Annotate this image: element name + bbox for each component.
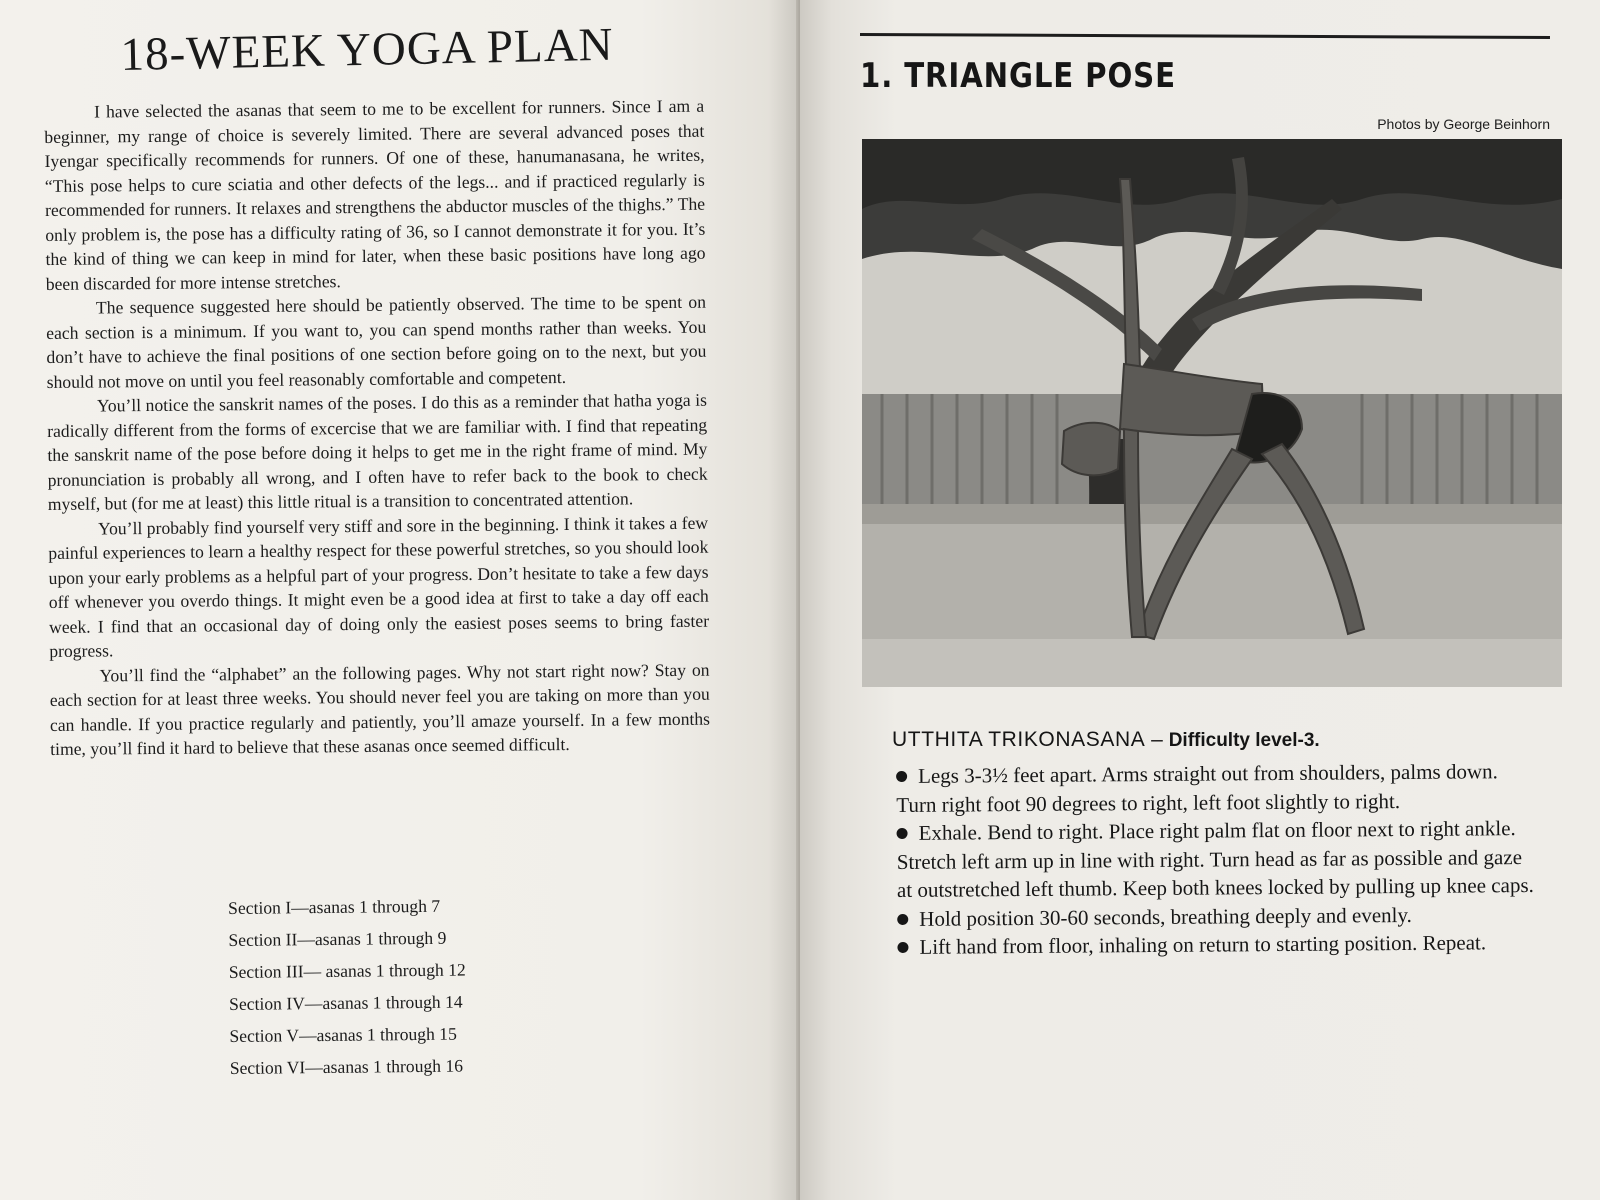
list-item xyxy=(897,928,1537,962)
page-title: 18-WEEK YOGA PLAN xyxy=(120,18,615,81)
photo-credit: Photos by George Beinhorn xyxy=(1377,116,1550,132)
pose-photo-illustration xyxy=(862,139,1562,687)
bullet-icon xyxy=(897,913,908,924)
paragraph-3: You’ll notice the sanskrit names of the poses. I do this as a reminder that hatha yoga is radically different from the forms of excercise that we are familiar with. I find that repeating the sanskrit name of the pose before doing it helps to get me in the right frame of mind. My pronunciation is probably all wrong, and I often have to refer back to the book to check myself, but (for me at least) this little ritual is a transition to concentrated attention. xyxy=(47,389,708,514)
step-text: Legs 3-3½ feet apart. Arms straight out from shoulders, palms down. Turn right foot 90 degrees to right, left foot slightly to right. xyxy=(896,759,1498,817)
step-text: Hold position 30-60 seconds, breathing deeply and evenly. xyxy=(919,902,1412,931)
paragraph-1: I have selected the asanas that seem to me to be excellent for runners. Since I am a beginner, my range of choice is severely limited. There are several advanced poses that Iyengar specifically recommends for runners. Of one of these, hanumanasana, he writes, “This pose helps to cure sciatia and other defects of the legs... and if practiced regularly is recommended for runners. It relaxes and strengthens the abductor muscles of the thighs.” The only problem is, the pose has a difficulty rating of 36, so I cannot demonstrate it for you. It’s the kind of thing we can keep in mind for later, when these basic positions have long ago been discarded for more intense stretches. xyxy=(44,95,706,294)
paragraph-5: You’ll find the “alphabet” an the following pages. Why not start right now? Stay on each section for at least three weeks. You should never feel you are taking on more than you can handle. If you practice regularly and patiently, you’ll amaze yourself. In a few months time, you’ll find it hard to believe that these asanas once seemed difficult. xyxy=(49,659,711,759)
paragraph-2: The sequence suggested here should be patiently observed. The time to be spent on each section is a minimum. If you want to, you can spend months rather than weeks. You don’t have to achieve the final positions of one section before going on to the next, but you should not move on until you feel reasonably comfortable and competent. xyxy=(46,291,707,392)
difficulty-label: Difficulty level-3. xyxy=(1168,730,1320,751)
body-text xyxy=(44,94,710,762)
pose-sanskrit-name: UTTHITA TRIKONASANA xyxy=(892,728,1146,751)
list-item xyxy=(896,814,1537,905)
bullet-icon xyxy=(896,771,907,782)
pose-title: 1. TRIANGLE POSE xyxy=(860,56,1176,96)
pose-photo xyxy=(862,139,1562,687)
pose-separator: – xyxy=(1145,728,1169,751)
bullet-icon xyxy=(897,942,908,953)
section-list xyxy=(228,894,590,1090)
section-item: Section IV—asanas 1 through 14 xyxy=(229,991,463,1014)
list-item xyxy=(896,757,1536,819)
section-item: Section V—asanas 1 through 15 xyxy=(229,1023,457,1046)
section-item: Section VI—asanas 1 through 16 xyxy=(229,1055,464,1078)
step-text: Exhale. Bend to right. Place right palm flat on floor next to right ankle. Stretch left arm up in line with right. Turn head as far as possible and gaze at outstretched left thumb. Keep both knees locked by pulling up knee caps. xyxy=(896,816,1534,902)
section-item: Section I—asanas 1 through 7 xyxy=(228,895,441,918)
section-item: Section III— asanas 1 through 12 xyxy=(228,959,466,982)
pose-subtitle xyxy=(892,728,1320,752)
bullet-icon xyxy=(897,828,908,839)
instruction-list xyxy=(896,757,1538,962)
paragraph-4: You’ll probably find yourself very stiff and sore in the beginning. I think it takes a few painful experiences to learn a healthy respect for these powerful stretches, so you should look upon your early problems as a helpful part of your progress. Don’t hesitate to take a few days off whenever you overdo things. It might even be a good idea at first to take a day off each week. I find that an occasional day of doing only the easiest poses seems to bring faster progress. xyxy=(48,512,710,661)
section-item: Section II—asanas 1 through 9 xyxy=(228,927,447,950)
step-text: Lift hand from floor, inhaling on return to starting position. Repeat. xyxy=(919,930,1487,959)
